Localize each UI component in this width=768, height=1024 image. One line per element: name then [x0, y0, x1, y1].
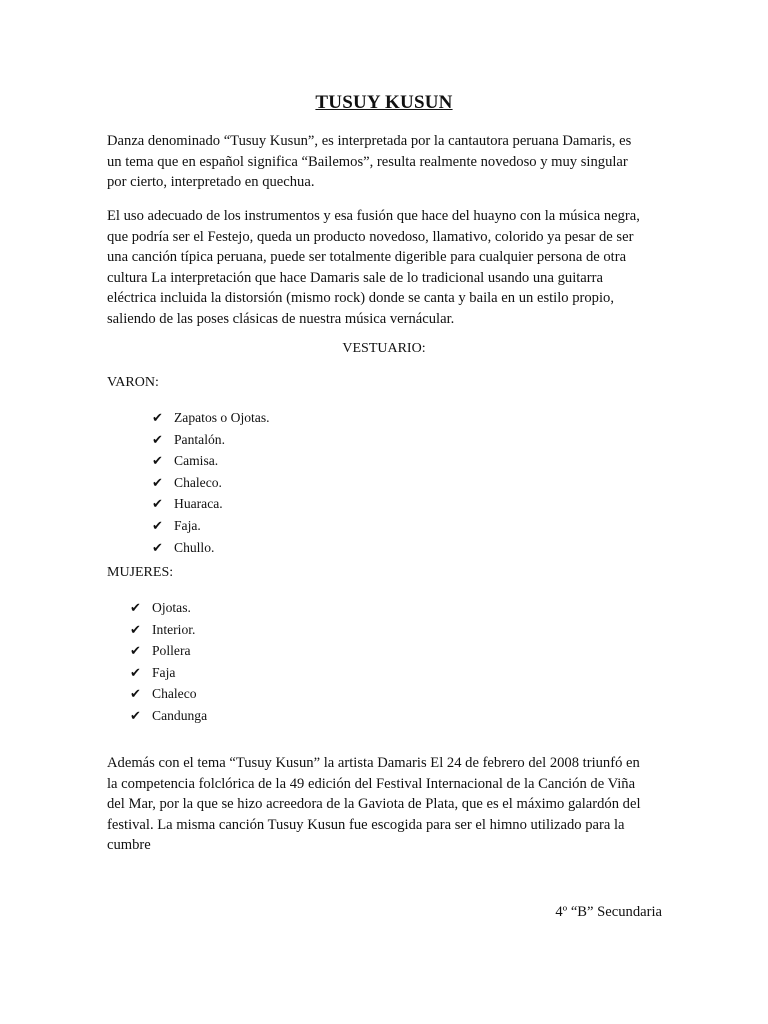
checkmark-icon: ✔: [130, 622, 141, 638]
list-item-label: Faja: [152, 664, 176, 680]
list-item-label: Interior.: [152, 621, 196, 637]
document-title: TUSUY KUSUN: [315, 92, 453, 113]
paragraph-line: que podría ser el Festejo, queda un producto novedoso, llamativo, colorido ya pesar de ser: [107, 228, 634, 245]
paragraph-line: Danza denominado “Tusuy Kusun”, es interpretada por la cantautora peruana Damaris, es: [107, 133, 632, 149]
mujeres-heading: MUJERES:: [107, 565, 174, 580]
mujeres-checklist: [130, 598, 207, 728]
vestuario-heading: VESTUARIO:: [342, 341, 426, 356]
checkmark-icon: ✔: [152, 497, 163, 513]
checkmark-icon: ✔: [152, 475, 163, 491]
list-item: [130, 684, 207, 706]
checkmark-icon: ✔: [152, 432, 163, 448]
list-item: [130, 620, 207, 642]
list-item: [130, 706, 207, 728]
checkmark-icon: ✔: [152, 540, 163, 556]
festival-paragraph: [107, 753, 667, 856]
list-item-label: Zapatos o Ojotas.: [174, 410, 270, 425]
instruments-paragraph: [107, 206, 667, 329]
checkmark-icon: ✔: [152, 411, 163, 426]
list-item-label: Ojotas.: [152, 600, 191, 615]
paragraph-line: cultura La interpretación que hace Damaris sale de lo tradicional usando una guitarra: [107, 269, 603, 286]
list-item-label: Chaleco.: [174, 474, 222, 490]
paragraph-line: El uso adecuado de los instrumentos y esa fusión que hace del huayno con la música negra,: [107, 208, 640, 224]
paragraph-line: festival. La misma canción Tusuy Kusun fue escogida para ser el himno utilizado para la: [107, 816, 625, 833]
varon-heading: VARON:: [107, 375, 159, 390]
intro-paragraph: [107, 131, 667, 193]
checkmark-icon: ✔: [152, 454, 163, 470]
list-item-label: Pantalón.: [174, 431, 225, 447]
list-item: [152, 516, 270, 538]
list-item: [130, 641, 207, 663]
list-item: [152, 538, 270, 560]
checkmark-icon: ✔: [152, 518, 163, 534]
checkmark-icon: ✔: [130, 687, 141, 703]
paragraph-line: saliendo de las poses clásicas de nuestra música vernácular.: [107, 310, 455, 327]
paragraph-line: la competencia folclórica de la 49 edición del Festival Internacional de la Canción de Viña: [107, 775, 636, 792]
list-item-label: Camisa.: [174, 453, 219, 469]
list-item: [152, 430, 270, 452]
paragraph-line: una canción típica peruana, puede ser totalmente digerible para cualquier persona de otra: [107, 249, 627, 265]
list-item-label: Faja.: [174, 517, 201, 533]
checkmark-icon: ✔: [130, 644, 141, 660]
list-item: [152, 473, 270, 495]
list-item: [152, 494, 270, 516]
list-item-label: Chaleco: [152, 686, 197, 702]
paragraph-line: un tema que en español significa “Bailemos”, resulta realmente novedoso y muy singular: [107, 153, 628, 170]
varon-checklist: [152, 408, 270, 559]
paragraph-line: Además con el tema “Tusuy Kusun” la artista Damaris El 24 de febrero del 2008 triunfó en: [107, 755, 640, 771]
paragraph-line: por cierto, interpretado en quechua.: [107, 174, 315, 190]
list-item-label: Huaraca.: [174, 496, 223, 512]
list-item: [152, 408, 270, 430]
checkmark-icon: ✔: [130, 665, 141, 681]
paragraph-line: eléctrica incluida la distorsión (mismo rock) donde se canta y baila en un estilo propio,: [107, 290, 614, 306]
list-item-label: Candunga: [152, 707, 208, 723]
paragraph-line: del Mar, por la que se hizo acreedora de la Gaviota de Plata, que es el máximo galardón del: [107, 796, 641, 812]
list-item-label: Pollera: [152, 643, 191, 659]
paragraph-line: cumbre: [107, 837, 151, 853]
list-item-label: Chullo.: [174, 539, 215, 555]
checkmark-icon: ✔: [130, 601, 141, 616]
footer-grade-label: 4º “B” Secundaria: [555, 904, 662, 920]
list-item: [130, 663, 207, 685]
list-item: [152, 451, 270, 473]
list-item: [130, 598, 207, 620]
checkmark-icon: ✔: [130, 708, 141, 724]
